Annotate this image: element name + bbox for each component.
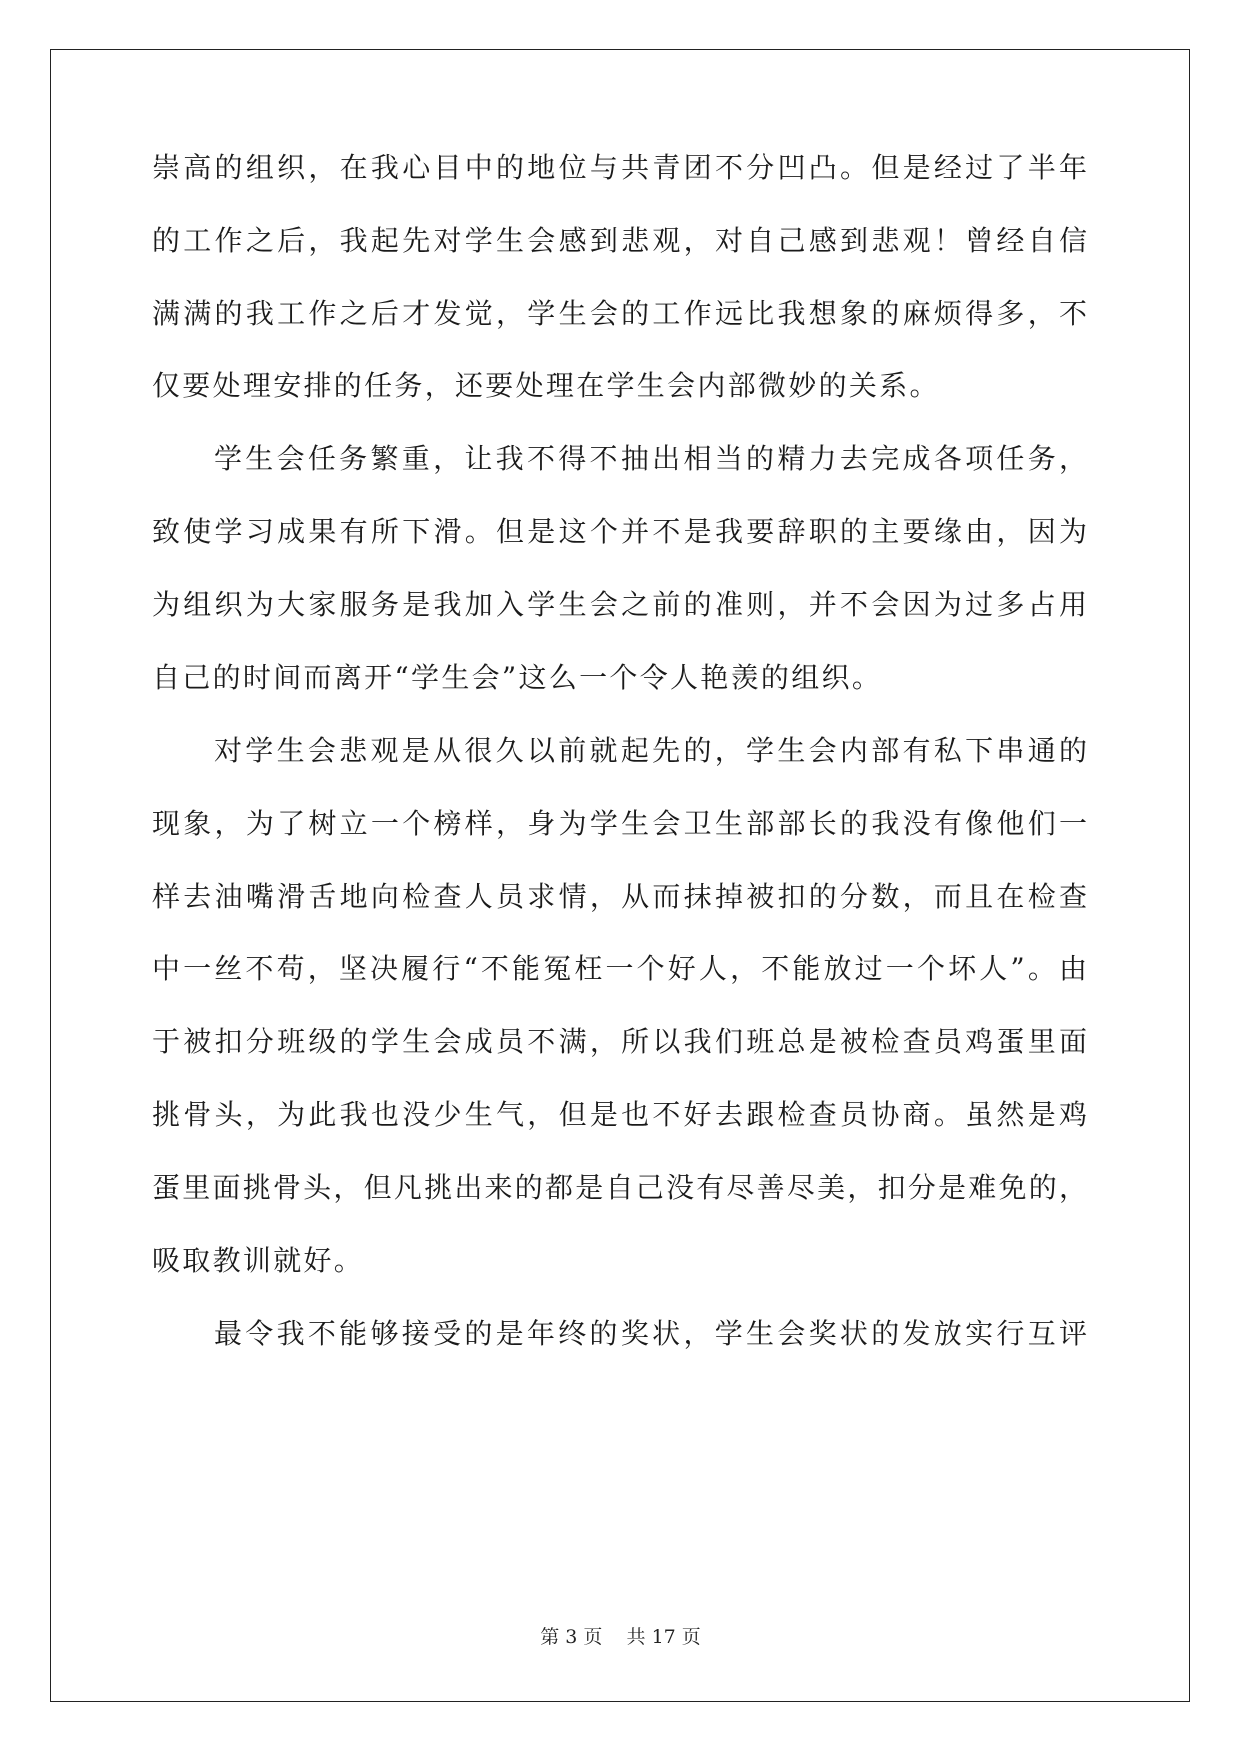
paragraph-line: 致使学习成果有所下滑。但是这个并不是我要辞职的主要缘由，因为: [152, 515, 1087, 548]
paragraph-line: 仅要处理安排的任务，还要处理在学生会内部微妙的关系。: [152, 369, 940, 402]
paragraph-line: 自己的时间而离开“学生会”这么一个令人艳羡的组织。: [152, 661, 883, 694]
paragraph-line: 对学生会悲观是从很久以前就起先的，学生会内部有私下串通的: [214, 734, 1087, 767]
paragraph-line: 崇高的组织，在我心目中的地位与共青团不分凹凸。但是经过了半年: [152, 151, 1087, 184]
paragraph-line: 吸取教训就好。: [152, 1244, 365, 1277]
paragraph-line: 挑骨头，为此我也没少生气，但是也不好去跟检查员协商。虽然是鸡: [152, 1098, 1087, 1131]
page-number: 第 3 页 共 17 页: [540, 1626, 701, 1648]
paragraph-line: 样去油嘴滑舌地向检查人员求情，从而抹掉被扣的分数，而且在检查: [152, 880, 1087, 913]
paragraph-line: 现象，为了树立一个榜样，身为学生会卫生部部长的我没有像他们一: [152, 807, 1087, 840]
paragraph-line: 的工作之后，我起先对学生会感到悲观，对自己感到悲观！曾经自信: [152, 224, 1087, 257]
paragraph-line: 学生会任务繁重，让我不得不抽出相当的精力去完成各项任务，: [214, 442, 1087, 475]
paragraph-line: 为组织为大家服务是我加入学生会之前的准则，并不会因为过多占用: [152, 588, 1087, 621]
page-footer: [0, 1625, 1241, 1649]
paragraph-line: 中一丝不苟，坚决履行“不能冤枉一个好人，不能放过一个坏人”。由: [152, 952, 1087, 985]
paragraph-line: 蛋里面挑骨头，但凡挑出来的都是自己没有尽善尽美，扣分是难免的，: [152, 1171, 1087, 1204]
paragraph-line: 满满的我工作之后才发觉，学生会的工作远比我想象的麻烦得多，不: [152, 297, 1087, 330]
paragraph-line: 最令我不能够接受的是年终的奖状，学生会奖状的发放实行互评: [214, 1317, 1087, 1350]
paragraph-line: 于被扣分班级的学生会成员不满，所以我们班总是被检查员鸡蛋里面: [152, 1025, 1087, 1058]
